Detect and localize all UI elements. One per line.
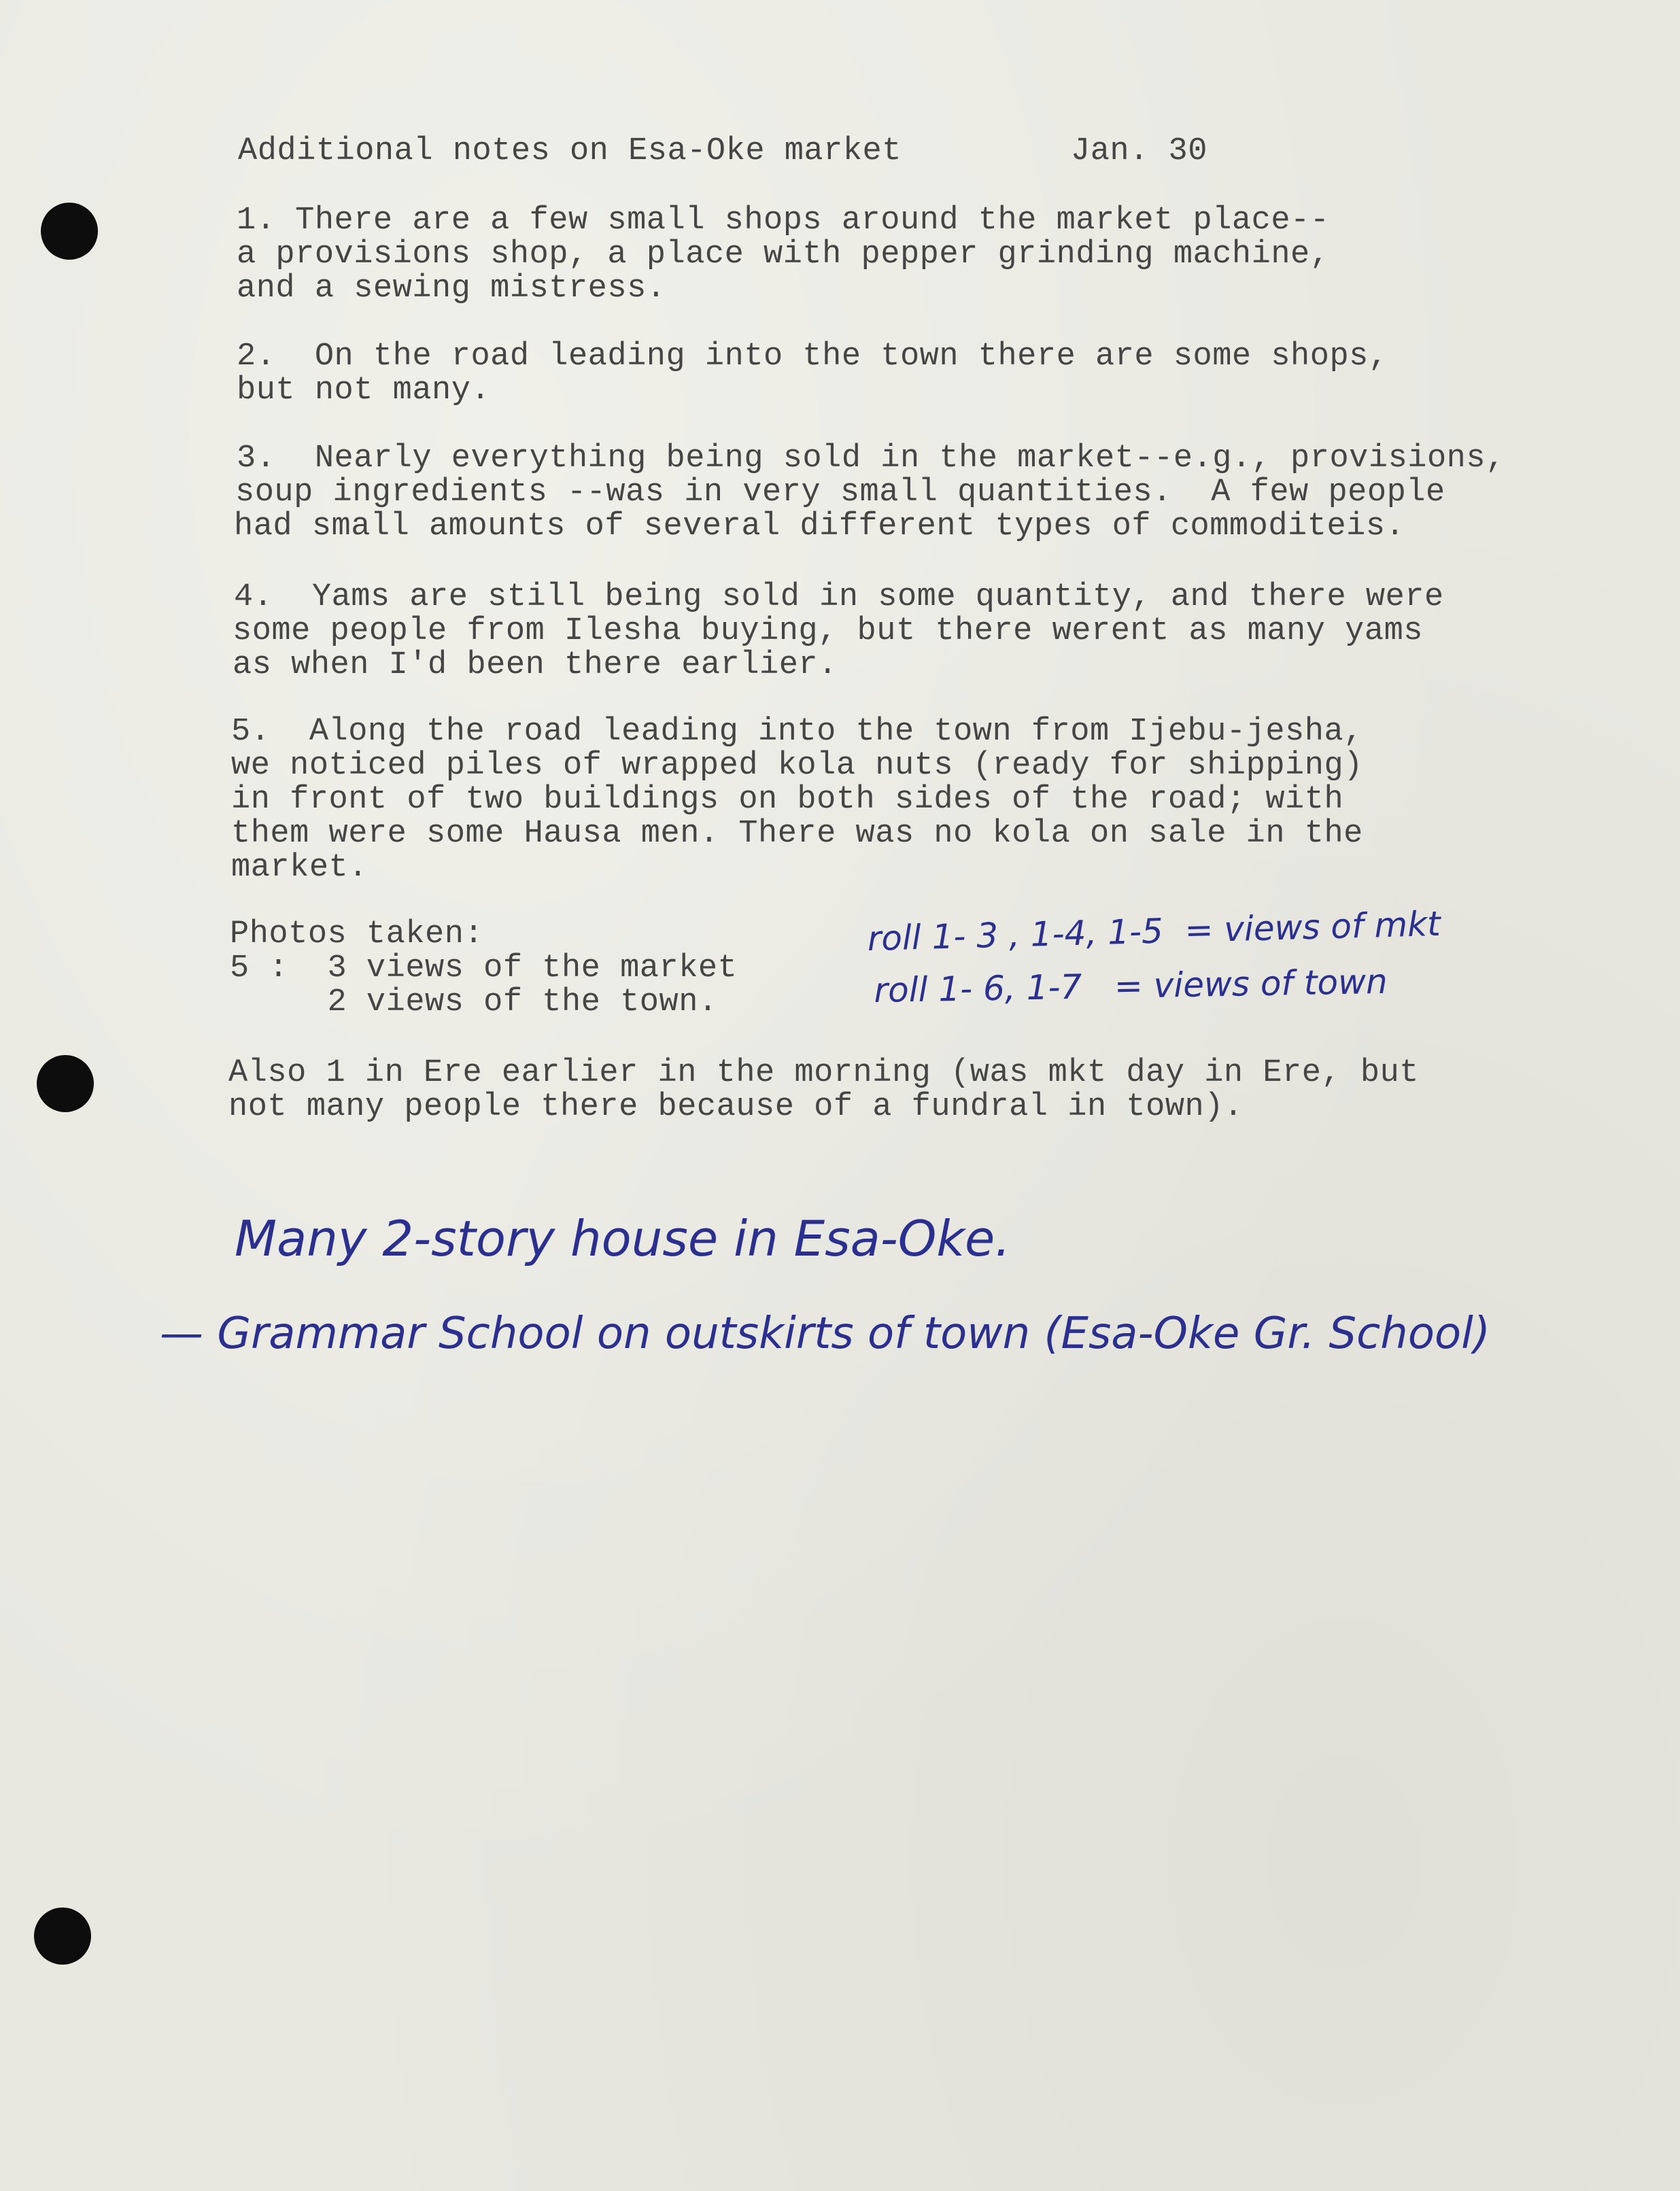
punch-hole — [37, 1055, 94, 1112]
note-item-3-line-3: had small amounts of several different types of commoditeis. — [234, 508, 1405, 545]
note-item-1-line-3: and a sewing mistress. — [237, 271, 666, 307]
note-item-3-line-1: 3. Nearly everything being sold in the market--e.g., provisions, — [237, 441, 1505, 477]
note-item-2-line-2: but not many. — [237, 373, 491, 409]
note-item-1-line-1: 1. There are a few small shops around the market place-- — [237, 203, 1330, 239]
note-item-5-line-1: 5. Along the road leading into the town from Ijebu-jesha, — [231, 714, 1363, 750]
document-title: Additional notes on Esa-Oke market — [238, 133, 902, 169]
note-item-3-line-2: soup ingredients --was in very small quantities. A few people — [235, 475, 1445, 511]
note-item-4-line-2: some people from Ilesha buying, but there werent as many yams — [233, 613, 1423, 649]
note-item-5-line-5: market. — [231, 850, 368, 886]
also-line-2: not many people there because of a fundral in town). — [228, 1089, 1244, 1125]
note-item-5-line-3: in front of two buildings on both sides of the road; with — [231, 782, 1344, 818]
note-item-5-line-2: we noticed piles of wrapped kola nuts (ready for shipping) — [231, 748, 1363, 784]
photos-heading: Photos taken: — [230, 916, 484, 952]
punch-hole — [41, 203, 98, 260]
punch-hole — [34, 1908, 91, 1965]
photos-line-town: 2 views of the town. — [230, 984, 718, 1020]
note-item-2-line-1: 2. On the road leading into the town there are some shops, — [237, 339, 1388, 375]
handwritten-note-houses: Many 2-story house in Esa-Oke. — [235, 1210, 1011, 1267]
handwritten-note-school: — Grammar School on outskirts of town (Esa-Oke Gr. School) — [160, 1309, 1490, 1359]
note-item-5-line-4: them were some Hausa men. There was no kola on sale in the — [231, 816, 1363, 852]
handwritten-roll-town: roll 1- 6, 1-7 = views of town — [874, 961, 1388, 1010]
document-date: Jan. 30 — [1071, 133, 1207, 169]
note-item-4-line-3: as when I'd been there earlier. — [233, 647, 838, 683]
note-item-4-line-1: 4. Yams are still being sold in some quantity, and there were — [234, 579, 1444, 615]
note-item-1-line-2: a provisions shop, a place with pepper grinding machine, — [237, 237, 1330, 273]
handwritten-roll-market: roll 1- 3 , 1-4, 1-5 = views of mkt — [867, 903, 1441, 959]
photos-line-market: 5 : 3 views of the market — [230, 950, 738, 986]
also-line-1: Also 1 in Ere earlier in the morning (was mkt day in Ere, but — [228, 1055, 1419, 1091]
